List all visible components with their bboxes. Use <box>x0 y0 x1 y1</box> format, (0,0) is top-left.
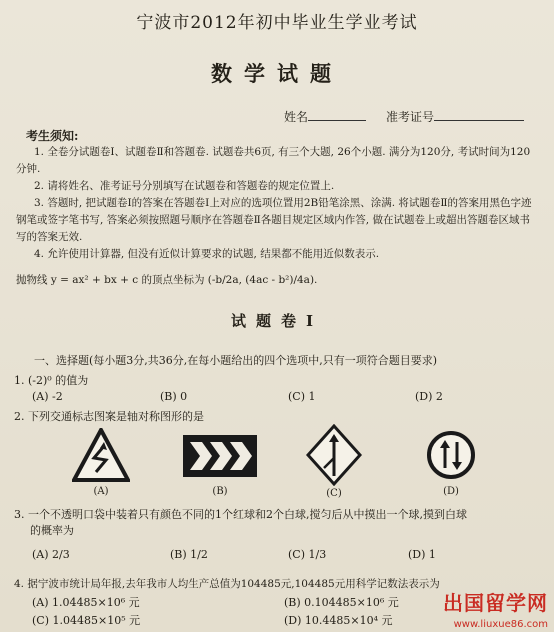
name-label: 姓名 <box>284 110 309 124</box>
notice-item: 1. 全卷分试题卷Ⅰ、试题卷Ⅱ和答题卷. 试题卷共6页, 有三个大题, 26个小题. 满分为120分, 考试时间为120分钟. <box>16 146 531 175</box>
question-3-stem: 3. 一个不透明口袋中装着只有颜色不同的1个红球和2个白球,搅匀后从中摸出一个球,摸到白球 <box>14 508 467 521</box>
notice-list <box>16 144 534 263</box>
two-way-traffic-sign-icon <box>426 430 476 480</box>
chevron-right-sign-icon <box>182 434 258 478</box>
question-3-stem-cont: 的概率为 <box>30 524 74 537</box>
watermark-url: www.liuxue86.com <box>453 619 548 630</box>
id-blank <box>434 120 524 121</box>
question-4-option-a: (A) 1.04485×10⁶ 元 <box>32 596 140 609</box>
triangle-warning-sign-icon <box>72 428 130 482</box>
diamond-merge-sign-icon <box>306 424 362 486</box>
question-3-option-c: (C) 1/3 <box>288 548 327 561</box>
question-1-option-d: (D) 2 <box>415 390 443 403</box>
question-2-option-b: (B) <box>212 486 228 497</box>
notice-item: 4. 允许使用计算器, 但没有近似计算要求的试题, 结果都不能用近似数表示. <box>34 248 380 260</box>
question-1-option-b: (B) 0 <box>160 390 188 403</box>
notice-heading: 考生须知: <box>26 129 79 143</box>
section-title: 试题卷Ⅰ <box>230 312 324 330</box>
question-1-stem: 1. (-2)⁰ 的值为 <box>14 374 89 387</box>
question-4-stem: 4. 据宁波市统计局年报,去年我市人均生产总值为104485元,104485元用科学记数法表示为 <box>14 578 440 590</box>
exam-title: 宁波市2012年初中毕业生学业考试 <box>136 13 418 33</box>
notice-item: 3. 答题时, 把试题卷Ⅰ的答案在答题卷Ⅰ上对应的选项位置用2B铅笔涂黑、涂满. 将试题卷Ⅱ的答案用黑色字迹钢笔或签字笔书写, 答案必须按照题号顺序在答题卷Ⅱ各题目规定区域内作答, 做在试题卷上或超出答题卷区域书写的答案无效. <box>16 197 532 243</box>
question-2-stem: 2. 下列交通标志图案是轴对称图形的是 <box>14 410 204 423</box>
notice-item: 2. 请将姓名、准考证号分别填写在试题卷和答题卷的规定位置上. <box>34 180 335 192</box>
name-blank <box>308 120 366 121</box>
question-4-option-b: (B) 0.104485×10⁶ 元 <box>284 596 399 609</box>
question-3-option-b: (B) 1/2 <box>170 548 208 561</box>
question-4-option-d: (D) 10.4485×10⁴ 元 <box>284 614 393 627</box>
id-label: 准考证号 <box>386 110 435 124</box>
question-1-option-c: (C) 1 <box>288 390 316 403</box>
question-3-option-d: (D) 1 <box>408 548 436 561</box>
watermark-logo-text: 出国留学网 <box>443 591 548 615</box>
section-instruction: 一、选择题(每小题3分,共36分,在每小题给出的四个选项中,只有一项符合题目要求) <box>34 354 438 367</box>
question-3-option-a: (A) 2/3 <box>32 548 70 561</box>
question-4-option-c: (C) 1.04485×10⁵ 元 <box>32 614 141 627</box>
name-bar <box>284 108 524 125</box>
subject-title: 数学试题 <box>211 61 343 86</box>
question-1-option-a: (A) -2 <box>32 390 63 403</box>
question-2-option-a: (A) <box>93 486 109 497</box>
question-2-option-d: (D) <box>443 486 459 497</box>
vertex-formula: 抛物线 y = ax² + bx + c 的顶点坐标为 (-b/2a, (4ac - b²)/4a). <box>16 274 318 286</box>
question-2-option-c: (C) <box>326 488 342 499</box>
